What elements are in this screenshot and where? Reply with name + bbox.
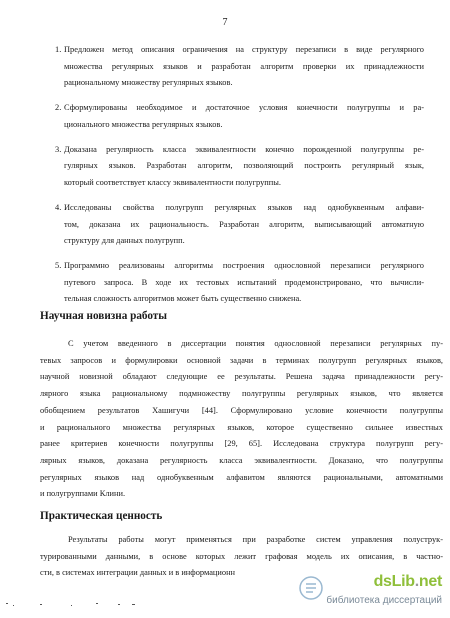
text-line: гулярных языков. Разработан алгоритм, позволяющий построить регулярный язык, xyxy=(64,161,424,171)
text-line: и рационального множества регулярных языков, которое существенно сильнее известных xyxy=(40,422,443,432)
list-item-number: 2. xyxy=(55,103,62,113)
list-item xyxy=(40,200,424,250)
text-line: ционального множества регулярных языков. xyxy=(64,119,223,129)
text-line: С учетом введенного в диссертации понятия однословной перезаписи регулярных пу- xyxy=(68,339,443,348)
section-heading-novelty: Научная новизна работы xyxy=(40,310,168,322)
list-item-number: 5. xyxy=(55,261,62,271)
text-line: сти, в системах интеграции данных и в информационн xyxy=(40,568,236,578)
text-line: и полугруппами Клини. xyxy=(40,489,126,499)
results-list xyxy=(40,42,424,316)
text-line: рациональному множеству регулярных языков. xyxy=(64,78,233,88)
list-item-number: 4. xyxy=(55,202,62,212)
text-line: лярных языков, доказана регулярность класса эквивалентности. Доказано, что полугруппы xyxy=(40,455,443,465)
text-line: Результаты работы могут применяться при разработке систем управления полуструк- xyxy=(68,535,443,544)
scan-artifacts xyxy=(0,600,150,610)
text-line: регулярных языков над однобуквенным алфавитом являются рациональными, автоматными xyxy=(40,472,443,482)
text-line: лярного языка рациональному подмножеству полугруппы регулярных языков, что является xyxy=(40,389,443,399)
list-item xyxy=(40,100,424,133)
dslib-logo-icon xyxy=(298,575,324,601)
watermark-logo-dot: . xyxy=(414,573,419,590)
text-line: Сформулированы необходимое и достаточное условия конечности полугруппы и ра- xyxy=(64,103,424,113)
text-line: который соответствует классу эквивалентности полугруппы. xyxy=(64,177,281,187)
list-item-number: 3. xyxy=(55,144,62,154)
watermark-logo-main: dsLib xyxy=(373,573,415,590)
text-line: Исследованы свойства полугрупп регулярных языков над однобуквенным алфави- xyxy=(64,202,424,212)
page-number: 7 xyxy=(222,17,228,28)
text-line: научной новизной обладают следующие ее результаты. Решена задача принадлежности регу- xyxy=(40,372,443,382)
text-line: множества регулярных языков и разработан алгоритм проверки их принадлежности xyxy=(64,61,424,71)
text-line: Программно реализованы алгоритмы построения однословной перезаписи регулярного xyxy=(64,261,424,271)
text-line: турированными данными, в основе которых лежит графовая модель их описания, в частно- xyxy=(40,551,443,561)
section-heading-value: Практическая ценность xyxy=(40,510,163,522)
text-line: ранее критериев конечности полугруппы [29, 65]. Исследована структура полугрупп регу- xyxy=(40,439,443,449)
watermark-subtitle: библиотека диссертаций xyxy=(326,595,442,606)
text-line: тельная сложность алгоритмов может быть существенно снижена. xyxy=(64,294,302,304)
watermark-logo xyxy=(374,573,442,591)
list-item xyxy=(40,142,424,192)
list-item xyxy=(40,42,424,92)
text-line: Доказана регулярность класса эквивалентности конечно порожденной полугруппы ре- xyxy=(64,144,424,154)
watermark-logo-tld: net xyxy=(418,573,442,590)
dslib-watermark xyxy=(292,573,442,609)
list-item-number: 1. xyxy=(55,45,62,54)
list-item xyxy=(40,258,424,308)
text-line: тевых запросов и формулировки основной задачи в терминах полугрупп регулярных языков, xyxy=(40,355,443,365)
text-line: обобщением результатов Хашигучи [44]. Сформулировано условие конечности полугруппы xyxy=(40,405,443,415)
text-line: Предложен метод описания ограничения на структуру перезаписи в виде регулярного xyxy=(64,45,424,54)
novelty-paragraph xyxy=(40,336,443,503)
text-line: том, доказана их рациональность. Разработан алгоритм, выписывающий автоматную xyxy=(64,219,424,229)
text-line: структуру для данных полугрупп. xyxy=(64,236,185,246)
text-line: путевого запроса. В ходе их тестовых испытаний продемонстрировано, что вычисли- xyxy=(64,277,424,287)
